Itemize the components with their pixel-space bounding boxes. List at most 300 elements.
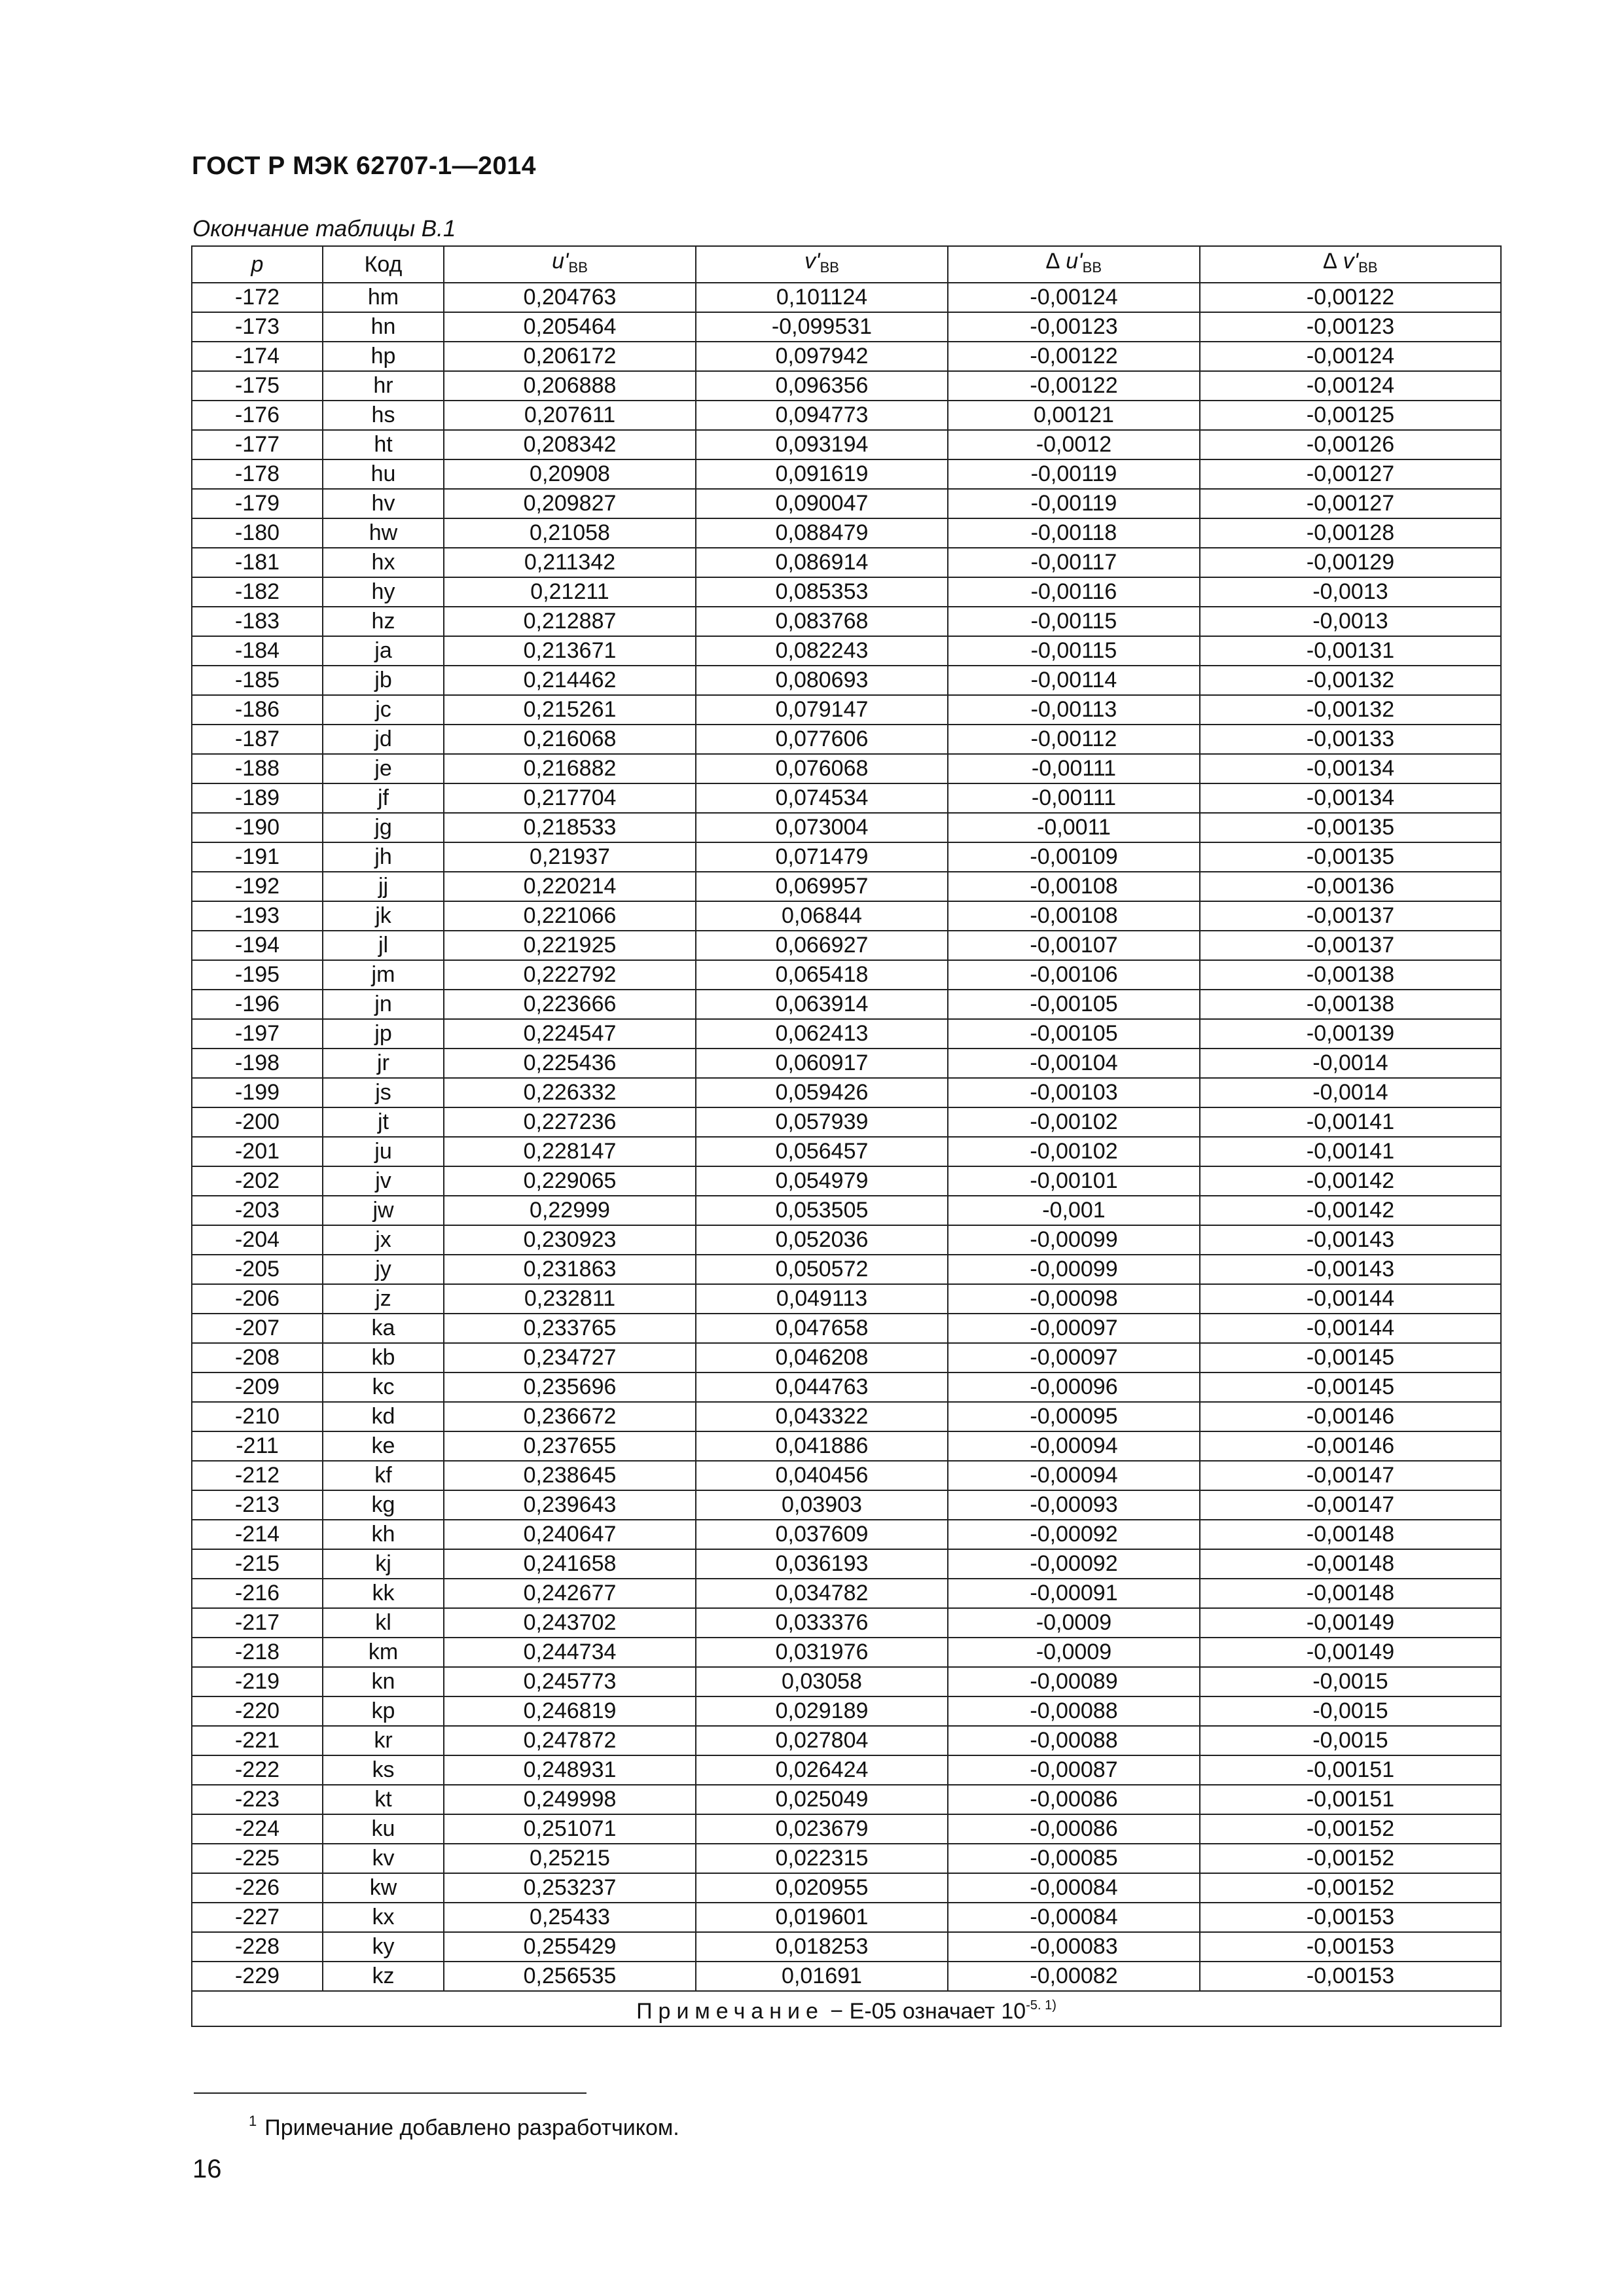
cell-code: jx: [323, 1225, 444, 1255]
cell-v: 0,082243: [696, 636, 948, 666]
table-row: [192, 842, 1501, 872]
cell-delta-v: -0,00145: [1200, 1372, 1501, 1402]
cell-u: 0,21211: [444, 577, 696, 607]
cell-v: 0,088479: [696, 518, 948, 548]
cell-delta-v: -0,00148: [1200, 1520, 1501, 1549]
header-code: Код: [323, 246, 444, 283]
cell-delta-u: -0,00092: [948, 1520, 1200, 1549]
cell-code: jb: [323, 666, 444, 695]
cell-v: 0,023679: [696, 1814, 948, 1844]
cell-v: 0,034782: [696, 1579, 948, 1608]
cell-delta-u: -0,00119: [948, 489, 1200, 518]
cell-v: 0,093194: [696, 430, 948, 459]
cell-p: -197: [192, 1019, 323, 1049]
footnote-marker: 1: [249, 2113, 257, 2129]
cell-code: kz: [323, 1962, 444, 1991]
cell-p: -182: [192, 577, 323, 607]
cell-delta-u: -0,00102: [948, 1107, 1200, 1137]
cell-code: jm: [323, 960, 444, 990]
cell-p: -177: [192, 430, 323, 459]
cell-delta-v: -0,00129: [1200, 548, 1501, 577]
cell-code: kd: [323, 1402, 444, 1431]
cell-u: 0,220214: [444, 872, 696, 901]
cell-p: -192: [192, 872, 323, 901]
cell-code: jd: [323, 725, 444, 754]
cell-p: -193: [192, 901, 323, 931]
table-row: [192, 1667, 1501, 1696]
cell-p: -206: [192, 1284, 323, 1314]
cell-code: hr: [323, 371, 444, 401]
cell-u: 0,21937: [444, 842, 696, 872]
cell-p: -199: [192, 1078, 323, 1107]
cell-delta-u: -0,00094: [948, 1461, 1200, 1490]
cell-code: je: [323, 754, 444, 783]
cell-p: -208: [192, 1343, 323, 1372]
cell-code: jf: [323, 783, 444, 813]
cell-u: 0,245773: [444, 1667, 696, 1696]
table-row: [192, 1696, 1501, 1726]
cell-v: 0,050572: [696, 1255, 948, 1284]
cell-v: 0,096356: [696, 371, 948, 401]
cell-code: kc: [323, 1372, 444, 1402]
cell-v: 0,086914: [696, 548, 948, 577]
cell-code: jg: [323, 813, 444, 842]
table-row: [192, 1196, 1501, 1225]
cell-p: -183: [192, 607, 323, 636]
table-row: [192, 1078, 1501, 1107]
table-row: [192, 813, 1501, 842]
cell-p: -179: [192, 489, 323, 518]
cell-delta-v: -0,00126: [1200, 430, 1501, 459]
cell-delta-v: -0,00149: [1200, 1608, 1501, 1638]
cell-v: 0,03058: [696, 1667, 948, 1696]
cell-delta-v: -0,00146: [1200, 1402, 1501, 1431]
cell-u: 0,22999: [444, 1196, 696, 1225]
cell-code: ju: [323, 1137, 444, 1166]
cell-v: 0,059426: [696, 1078, 948, 1107]
cell-delta-u: -0,00111: [948, 783, 1200, 813]
cell-delta-v: -0,00127: [1200, 489, 1501, 518]
document-title: ГОСТ Р МЭК 62707-1—2014: [192, 152, 536, 180]
cell-delta-u: -0,00083: [948, 1932, 1200, 1962]
cell-p: -213: [192, 1490, 323, 1520]
cell-p: -224: [192, 1814, 323, 1844]
cell-u: 0,225436: [444, 1049, 696, 1078]
cell-v: 0,074534: [696, 783, 948, 813]
cell-delta-u: -0,00123: [948, 312, 1200, 342]
cell-v: 0,049113: [696, 1284, 948, 1314]
cell-u: 0,207611: [444, 401, 696, 430]
cell-u: 0,234727: [444, 1343, 696, 1372]
cell-delta-v: -0,00153: [1200, 1903, 1501, 1932]
cell-code: jv: [323, 1166, 444, 1196]
cell-delta-u: -0,00095: [948, 1402, 1200, 1431]
cell-v: 0,091619: [696, 459, 948, 489]
cell-delta-u: -0,00106: [948, 960, 1200, 990]
cell-u: 0,228147: [444, 1137, 696, 1166]
cell-code: js: [323, 1078, 444, 1107]
table-row: [192, 1166, 1501, 1196]
cell-p: -186: [192, 695, 323, 725]
cell-code: kb: [323, 1343, 444, 1372]
cell-delta-u: -0,00103: [948, 1078, 1200, 1107]
note-label: Примечание: [636, 1999, 824, 2024]
cell-delta-v: -0,00153: [1200, 1932, 1501, 1962]
cell-delta-u: -0,00097: [948, 1343, 1200, 1372]
cell-p: -219: [192, 1667, 323, 1696]
cell-code: ka: [323, 1314, 444, 1343]
cell-v: 0,018253: [696, 1932, 948, 1962]
cell-delta-u: -0,00108: [948, 872, 1200, 901]
cell-u: 0,205464: [444, 312, 696, 342]
cell-v: 0,033376: [696, 1608, 948, 1638]
table-row: [192, 1225, 1501, 1255]
cell-delta-v: -0,00141: [1200, 1137, 1501, 1166]
cell-u: 0,241658: [444, 1549, 696, 1579]
cell-v: 0,037609: [696, 1520, 948, 1549]
table-row: [192, 1343, 1501, 1372]
cell-p: -216: [192, 1579, 323, 1608]
cell-delta-v: -0,00145: [1200, 1343, 1501, 1372]
cell-v: 0,090047: [696, 489, 948, 518]
cell-p: -207: [192, 1314, 323, 1343]
cell-delta-v: -0,00143: [1200, 1225, 1501, 1255]
cell-u: 0,238645: [444, 1461, 696, 1490]
cell-code: kj: [323, 1549, 444, 1579]
cell-u: 0,233765: [444, 1314, 696, 1343]
cell-code: ja: [323, 636, 444, 666]
cell-v: 0,036193: [696, 1549, 948, 1579]
cell-delta-v: -0,0015: [1200, 1696, 1501, 1726]
table-row: [192, 1137, 1501, 1166]
header-v: $v'_{BB}$: [696, 246, 948, 283]
cell-v: 0,043322: [696, 1402, 948, 1431]
cell-delta-u: -0,00099: [948, 1225, 1200, 1255]
cell-delta-v: -0,0015: [1200, 1726, 1501, 1755]
cell-p: -228: [192, 1932, 323, 1962]
cell-u: 0,247872: [444, 1726, 696, 1755]
cell-p: -191: [192, 842, 323, 872]
cell-v: 0,052036: [696, 1225, 948, 1255]
cell-delta-u: -0,00118: [948, 518, 1200, 548]
cell-delta-u: -0,00096: [948, 1372, 1200, 1402]
cell-v: 0,041886: [696, 1431, 948, 1461]
cell-v: 0,065418: [696, 960, 948, 990]
table-row: [192, 1873, 1501, 1903]
cell-p: -225: [192, 1844, 323, 1873]
cell-delta-u: -0,00097: [948, 1314, 1200, 1343]
cell-v: 0,077606: [696, 725, 948, 754]
table-row: [192, 548, 1501, 577]
table-row: [192, 783, 1501, 813]
cell-delta-v: -0,00144: [1200, 1314, 1501, 1343]
cell-u: 0,240647: [444, 1520, 696, 1549]
cell-code: jz: [323, 1284, 444, 1314]
table-row: [192, 577, 1501, 607]
cell-delta-u: -0,00108: [948, 901, 1200, 931]
cell-delta-v: -0,00124: [1200, 371, 1501, 401]
cell-code: hv: [323, 489, 444, 518]
cell-delta-v: -0,00138: [1200, 990, 1501, 1019]
cell-u: 0,221925: [444, 931, 696, 960]
cell-delta-u: -0,0012: [948, 430, 1200, 459]
cell-u: 0,223666: [444, 990, 696, 1019]
cell-code: ke: [323, 1431, 444, 1461]
cell-u: 0,209827: [444, 489, 696, 518]
cell-delta-u: -0,00104: [948, 1049, 1200, 1078]
table-row: [192, 459, 1501, 489]
cell-u: 0,204763: [444, 283, 696, 312]
cell-u: 0,249998: [444, 1785, 696, 1814]
table-row: [192, 695, 1501, 725]
cell-delta-u: -0,00122: [948, 371, 1200, 401]
cell-p: -227: [192, 1903, 323, 1932]
cell-u: 0,243702: [444, 1608, 696, 1638]
cell-delta-u: -0,00089: [948, 1667, 1200, 1696]
table-row: [192, 1019, 1501, 1049]
cell-delta-v: -0,00122: [1200, 283, 1501, 312]
cell-delta-u: -0,00101: [948, 1166, 1200, 1196]
cell-p: -222: [192, 1755, 323, 1785]
table-body: [192, 283, 1501, 1991]
table-row: [192, 1490, 1501, 1520]
table-row: [192, 430, 1501, 459]
cell-p: -173: [192, 312, 323, 342]
cell-delta-v: -0,00135: [1200, 813, 1501, 842]
cell-delta-v: -0,00134: [1200, 783, 1501, 813]
cell-v: 0,080693: [696, 666, 948, 695]
cell-code: ks: [323, 1755, 444, 1785]
cell-v: 0,063914: [696, 990, 948, 1019]
cell-delta-v: -0,00128: [1200, 518, 1501, 548]
cell-delta-u: -0,00102: [948, 1137, 1200, 1166]
cell-v: 0,069957: [696, 872, 948, 901]
table-row: [192, 754, 1501, 783]
cell-delta-v: -0,00131: [1200, 636, 1501, 666]
cell-delta-u: -0,00086: [948, 1785, 1200, 1814]
cell-delta-v: -0,00134: [1200, 754, 1501, 783]
cell-u: 0,218533: [444, 813, 696, 842]
table-row: [192, 607, 1501, 636]
page-number: 16: [192, 2155, 222, 2183]
cell-code: km: [323, 1638, 444, 1667]
footnote-text: Примечание добавлено разработчиком.: [264, 2115, 679, 2140]
cell-delta-u: -0,00105: [948, 1019, 1200, 1049]
cell-v: 0,01691: [696, 1962, 948, 1991]
cell-u: 0,237655: [444, 1431, 696, 1461]
cell-code: kh: [323, 1520, 444, 1549]
cell-v: 0,076068: [696, 754, 948, 783]
cell-code: jk: [323, 901, 444, 931]
cell-p: -196: [192, 990, 323, 1019]
cell-delta-v: -0,00153: [1200, 1962, 1501, 1991]
cell-v: 0,022315: [696, 1844, 948, 1873]
cell-delta-v: -0,00137: [1200, 931, 1501, 960]
cell-delta-v: -0,00152: [1200, 1814, 1501, 1844]
cell-code: kg: [323, 1490, 444, 1520]
cell-u: 0,232811: [444, 1284, 696, 1314]
cell-delta-v: -0,00132: [1200, 666, 1501, 695]
cell-delta-u: -0,00115: [948, 607, 1200, 636]
cell-code: hy: [323, 577, 444, 607]
note-footnote-mark: . 1): [1038, 1998, 1056, 2013]
table-row: [192, 1755, 1501, 1785]
cell-delta-v: -0,0014: [1200, 1049, 1501, 1078]
table-row: [192, 1726, 1501, 1755]
cell-v: 0,025049: [696, 1785, 948, 1814]
table-row: [192, 1431, 1501, 1461]
cell-code: kn: [323, 1667, 444, 1696]
cell-delta-v: -0,0013: [1200, 607, 1501, 636]
cell-p: -180: [192, 518, 323, 548]
cell-code: hs: [323, 401, 444, 430]
cell-code: kt: [323, 1785, 444, 1814]
cell-delta-v: -0,00149: [1200, 1638, 1501, 1667]
cell-delta-u: -0,00114: [948, 666, 1200, 695]
cell-v: 0,03903: [696, 1490, 948, 1520]
cell-delta-v: -0,00152: [1200, 1844, 1501, 1873]
cell-v: 0,071479: [696, 842, 948, 872]
cell-delta-u: -0,00117: [948, 548, 1200, 577]
cell-delta-v: -0,00151: [1200, 1785, 1501, 1814]
table-row: [192, 1608, 1501, 1638]
cell-code: kr: [323, 1726, 444, 1755]
cell-u: 0,253237: [444, 1873, 696, 1903]
cell-v: 0,027804: [696, 1726, 948, 1755]
table-row: [192, 1932, 1501, 1962]
cell-u: 0,246819: [444, 1696, 696, 1726]
cell-delta-u: -0,00082: [948, 1962, 1200, 1991]
cell-code: jr: [323, 1049, 444, 1078]
cell-code: hm: [323, 283, 444, 312]
cell-delta-u: -0,00088: [948, 1726, 1200, 1755]
cell-u: 0,244734: [444, 1638, 696, 1667]
cell-delta-u: -0,00084: [948, 1873, 1200, 1903]
cell-code: jl: [323, 931, 444, 960]
table-row: [192, 1638, 1501, 1667]
cell-p: -178: [192, 459, 323, 489]
cell-p: -220: [192, 1696, 323, 1726]
cell-p: -226: [192, 1873, 323, 1903]
cell-code: hw: [323, 518, 444, 548]
cell-code: jw: [323, 1196, 444, 1225]
cell-u: 0,206172: [444, 342, 696, 371]
cell-u: 0,21058: [444, 518, 696, 548]
table-row: [192, 1255, 1501, 1284]
cell-code: jn: [323, 990, 444, 1019]
cell-code: hz: [323, 607, 444, 636]
cell-u: 0,215261: [444, 695, 696, 725]
cell-delta-v: -0,00148: [1200, 1579, 1501, 1608]
cell-code: kf: [323, 1461, 444, 1490]
cell-delta-v: -0,00152: [1200, 1873, 1501, 1903]
cell-v: 0,101124: [696, 283, 948, 312]
table-row: [192, 1049, 1501, 1078]
table-row: [192, 312, 1501, 342]
cell-delta-v: -0,00127: [1200, 459, 1501, 489]
cell-p: -214: [192, 1520, 323, 1549]
cell-delta-v: -0,00136: [1200, 872, 1501, 901]
cell-u: 0,239643: [444, 1490, 696, 1520]
cell-p: -200: [192, 1107, 323, 1137]
cell-p: -188: [192, 754, 323, 783]
cell-v: 0,083768: [696, 607, 948, 636]
cell-u: 0,236672: [444, 1402, 696, 1431]
cell-u: 0,248931: [444, 1755, 696, 1785]
cell-v: 0,056457: [696, 1137, 948, 1166]
cell-p: -205: [192, 1255, 323, 1284]
cell-code: kp: [323, 1696, 444, 1726]
cell-code: hx: [323, 548, 444, 577]
table-row: [192, 1903, 1501, 1932]
cell-u: 0,231863: [444, 1255, 696, 1284]
cell-code: jh: [323, 842, 444, 872]
cell-p: -229: [192, 1962, 323, 1991]
table-row: [192, 1461, 1501, 1490]
table-row: [192, 1520, 1501, 1549]
cell-v: 0,073004: [696, 813, 948, 842]
table-row: [192, 872, 1501, 901]
table-row: [192, 990, 1501, 1019]
cell-u: 0,255429: [444, 1932, 696, 1962]
cell-p: -201: [192, 1137, 323, 1166]
cell-p: -198: [192, 1049, 323, 1078]
cell-delta-v: -0,00132: [1200, 695, 1501, 725]
cell-u: 0,235696: [444, 1372, 696, 1402]
cell-u: 0,242677: [444, 1579, 696, 1608]
cell-delta-v: -0,00137: [1200, 901, 1501, 931]
cell-p: -211: [192, 1431, 323, 1461]
cell-p: -195: [192, 960, 323, 990]
table-row: [192, 371, 1501, 401]
cell-v: 0,097942: [696, 342, 948, 371]
cell-v: 0,040456: [696, 1461, 948, 1490]
cell-u: 0,20908: [444, 459, 696, 489]
footnote-separator: [194, 2092, 586, 2094]
cell-delta-u: -0,00084: [948, 1903, 1200, 1932]
cell-code: kw: [323, 1873, 444, 1903]
cell-delta-u: -0,00092: [948, 1549, 1200, 1579]
cell-u: 0,229065: [444, 1166, 696, 1196]
cell-v: 0,054979: [696, 1166, 948, 1196]
cell-v: 0,020955: [696, 1873, 948, 1903]
table-row: [192, 1549, 1501, 1579]
table-row: [192, 666, 1501, 695]
cell-delta-u: -0,0009: [948, 1638, 1200, 1667]
cell-delta-v: -0,00124: [1200, 342, 1501, 371]
cell-delta-v: -0,00146: [1200, 1431, 1501, 1461]
cell-code: kl: [323, 1608, 444, 1638]
cell-code: ku: [323, 1814, 444, 1844]
cell-u: 0,214462: [444, 666, 696, 695]
cell-delta-v: -0,00151: [1200, 1755, 1501, 1785]
cell-v: 0,066927: [696, 931, 948, 960]
cell-u: 0,211342: [444, 548, 696, 577]
cell-u: 0,216068: [444, 725, 696, 754]
cell-p: -194: [192, 931, 323, 960]
cell-delta-v: -0,0013: [1200, 577, 1501, 607]
cell-code: jt: [323, 1107, 444, 1137]
table-row: [192, 1579, 1501, 1608]
cell-code: jy: [323, 1255, 444, 1284]
cell-p: -212: [192, 1461, 323, 1490]
cell-u: 0,25433: [444, 1903, 696, 1932]
cell-code: jc: [323, 695, 444, 725]
table-row: [192, 1814, 1501, 1844]
cell-delta-v: -0,00142: [1200, 1166, 1501, 1196]
cell-p: -204: [192, 1225, 323, 1255]
table-row: [192, 283, 1501, 312]
